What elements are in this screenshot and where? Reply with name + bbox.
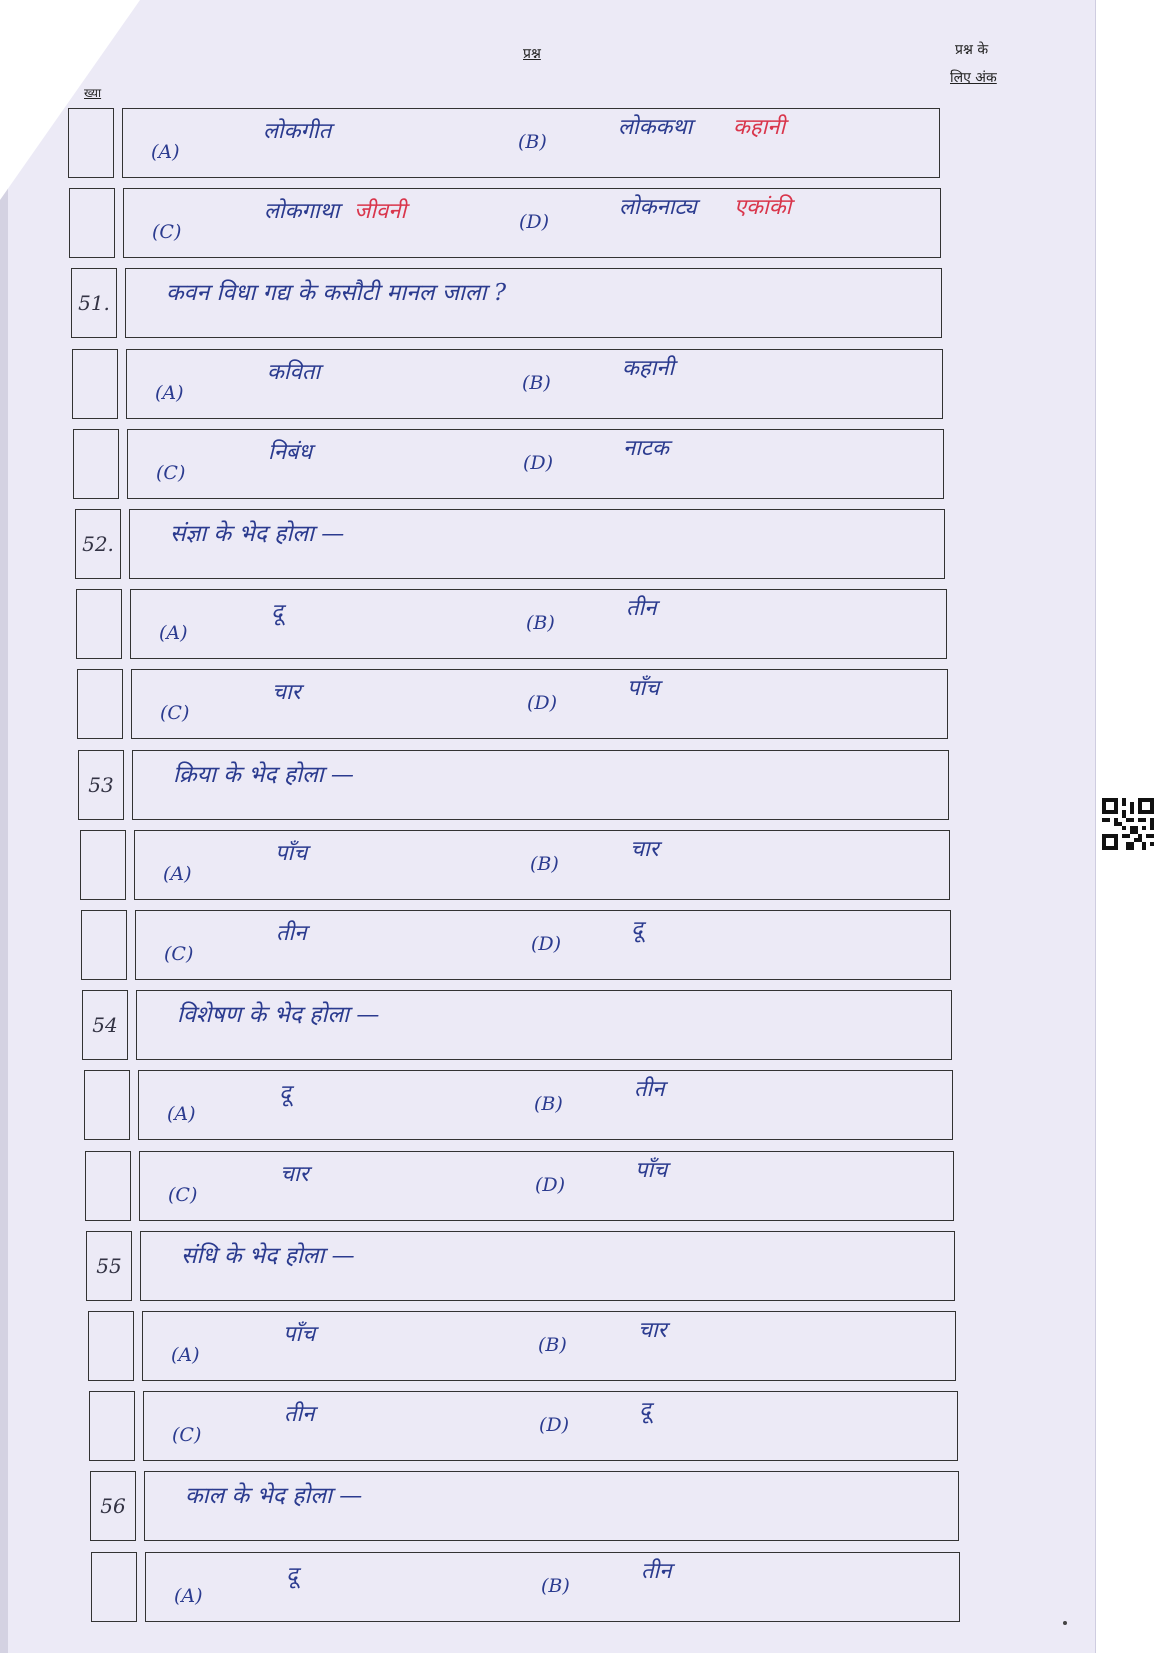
question-number-box: 55 — [86, 1231, 132, 1301]
option-label-right: (B) — [530, 853, 559, 875]
question-number-box: 56 — [90, 1471, 136, 1541]
option-text-right: दू — [631, 917, 643, 942]
question-number-box — [80, 830, 126, 900]
option-text-right: पाँच — [627, 676, 660, 701]
options-box — [127, 429, 944, 499]
option-text-left: दू — [279, 1081, 291, 1106]
option-text-right: लोककथा — [618, 115, 693, 140]
option-text-right: तीन — [626, 596, 657, 621]
option-text-left: चार — [272, 680, 301, 705]
option-label-right: (D) — [519, 211, 550, 233]
option-text-left: तीन — [276, 921, 307, 946]
options-row — [68, 108, 940, 178]
option-label-right: (D) — [535, 1174, 566, 1196]
question-number-box — [73, 429, 119, 499]
options-row — [73, 429, 944, 499]
option-label-left: (C) — [168, 1184, 198, 1206]
option-text-left: निबंध — [268, 440, 313, 465]
scan-mark — [1063, 1621, 1067, 1625]
header-marks-line1: प्रश्न के — [955, 42, 989, 58]
option-correction-left: जीवनी — [354, 199, 407, 224]
options-box — [126, 349, 943, 419]
question-number-box: 54 — [82, 990, 128, 1060]
question-number-box — [89, 1391, 135, 1461]
options-box — [134, 830, 950, 900]
question-box — [144, 1471, 959, 1541]
question-box — [136, 990, 952, 1060]
question-number-box — [76, 589, 122, 659]
option-text-right: तीन — [634, 1077, 665, 1102]
question-text: क्रिया के भेद होला — — [173, 762, 354, 788]
options-box — [139, 1151, 954, 1221]
question-text: संधि के भेद होला — — [181, 1243, 355, 1269]
options-box — [131, 669, 948, 739]
option-text-left: तीन — [284, 1402, 315, 1427]
options-row — [69, 188, 941, 258]
option-label-left: (A) — [167, 1103, 196, 1125]
options-box — [123, 188, 941, 258]
question-number-box — [91, 1552, 137, 1622]
option-label-right: (B) — [538, 1334, 567, 1356]
options-box — [142, 1311, 956, 1381]
option-text-right: नाटक — [623, 436, 669, 461]
options-box — [135, 910, 951, 980]
options-row — [89, 1391, 958, 1461]
question-box — [125, 268, 942, 338]
question-row — [78, 750, 949, 820]
options-row — [72, 349, 943, 419]
question-text: विशेषण के भेद होला — — [177, 1002, 380, 1028]
options-row — [77, 669, 948, 739]
option-text-left: दू — [271, 600, 283, 625]
options-row — [84, 1070, 953, 1140]
option-text-left: लोकगाथा — [264, 199, 340, 224]
option-text-right: कहानी — [622, 356, 675, 381]
option-text-left: लोकगीत — [263, 119, 332, 144]
option-correction-right: एकांकी — [734, 195, 792, 220]
question-box — [132, 750, 949, 820]
option-text-left: पाँच — [275, 841, 308, 866]
question-row — [82, 990, 952, 1060]
page-edge — [0, 0, 8, 1653]
option-label-right: (B) — [522, 372, 551, 394]
option-correction-right: कहानी — [733, 115, 786, 140]
option-label-right: (B) — [526, 612, 555, 634]
question-row — [86, 1231, 955, 1301]
option-text-right: लोकनाट्य — [619, 195, 697, 220]
option-label-left: (C) — [160, 702, 190, 724]
header-marks-line2: लिए अंक — [950, 70, 997, 86]
option-label-right: (B) — [534, 1093, 563, 1115]
question-number-box — [72, 349, 118, 419]
option-label-left: (A) — [151, 141, 180, 163]
option-text-right: दू — [639, 1398, 651, 1423]
question-number-box — [77, 669, 123, 739]
question-row — [75, 509, 945, 579]
option-label-left: (A) — [159, 622, 188, 644]
question-text: काल के भेद होला — — [185, 1483, 363, 1509]
options-row — [80, 830, 950, 900]
option-label-right: (B) — [541, 1575, 570, 1597]
option-text-left: कविता — [267, 360, 321, 385]
question-number-box: 53 — [78, 750, 124, 820]
option-label-left: (A) — [163, 863, 192, 885]
option-label-left: (A) — [171, 1344, 200, 1366]
options-box — [145, 1552, 960, 1622]
option-text-left: चार — [280, 1162, 309, 1187]
question-number-box: 52. — [75, 509, 121, 579]
question-number-box — [88, 1311, 134, 1381]
question-box — [140, 1231, 955, 1301]
option-label-right: (D) — [531, 933, 562, 955]
options-box — [143, 1391, 958, 1461]
question-text: संज्ञा के भेद होला — — [170, 521, 345, 547]
options-box — [130, 589, 947, 659]
option-label-left: (A) — [174, 1585, 203, 1607]
option-text-right: चार — [638, 1318, 667, 1343]
question-number-box — [68, 108, 114, 178]
options-row — [85, 1151, 954, 1221]
header-question: प्रश्न — [523, 46, 541, 62]
option-label-left: (C) — [156, 462, 186, 484]
options-box — [138, 1070, 953, 1140]
option-label-right: (D) — [539, 1414, 570, 1436]
option-label-right: (D) — [523, 452, 554, 474]
option-text-left: पाँच — [283, 1322, 316, 1347]
options-row — [91, 1552, 960, 1622]
option-text-right: पाँच — [635, 1158, 668, 1183]
options-row — [81, 910, 951, 980]
question-number-box: 51. — [71, 268, 117, 338]
option-label-left: (C) — [164, 943, 194, 965]
option-label-left: (C) — [152, 221, 182, 243]
option-label-right: (B) — [518, 131, 547, 153]
question-text: कवन विधा गद्य के कसौटी मानल जाला ? — [166, 280, 507, 306]
header-left-fragment: ख्या — [84, 86, 102, 100]
question-number-box — [81, 910, 127, 980]
option-text-left: दू — [286, 1563, 298, 1588]
options-row — [76, 589, 947, 659]
option-text-right: चार — [630, 837, 659, 862]
options-row — [88, 1311, 956, 1381]
qr-code-icon — [1102, 798, 1154, 850]
question-number-box — [69, 188, 115, 258]
option-label-right: (D) — [527, 692, 558, 714]
question-box — [129, 509, 945, 579]
question-row — [71, 268, 942, 338]
question-number-box — [85, 1151, 131, 1221]
option-label-left: (C) — [172, 1424, 202, 1446]
option-text-right: तीन — [641, 1559, 672, 1584]
question-row — [90, 1471, 959, 1541]
question-number-box — [84, 1070, 130, 1140]
option-label-left: (A) — [155, 382, 184, 404]
options-box — [122, 108, 940, 178]
